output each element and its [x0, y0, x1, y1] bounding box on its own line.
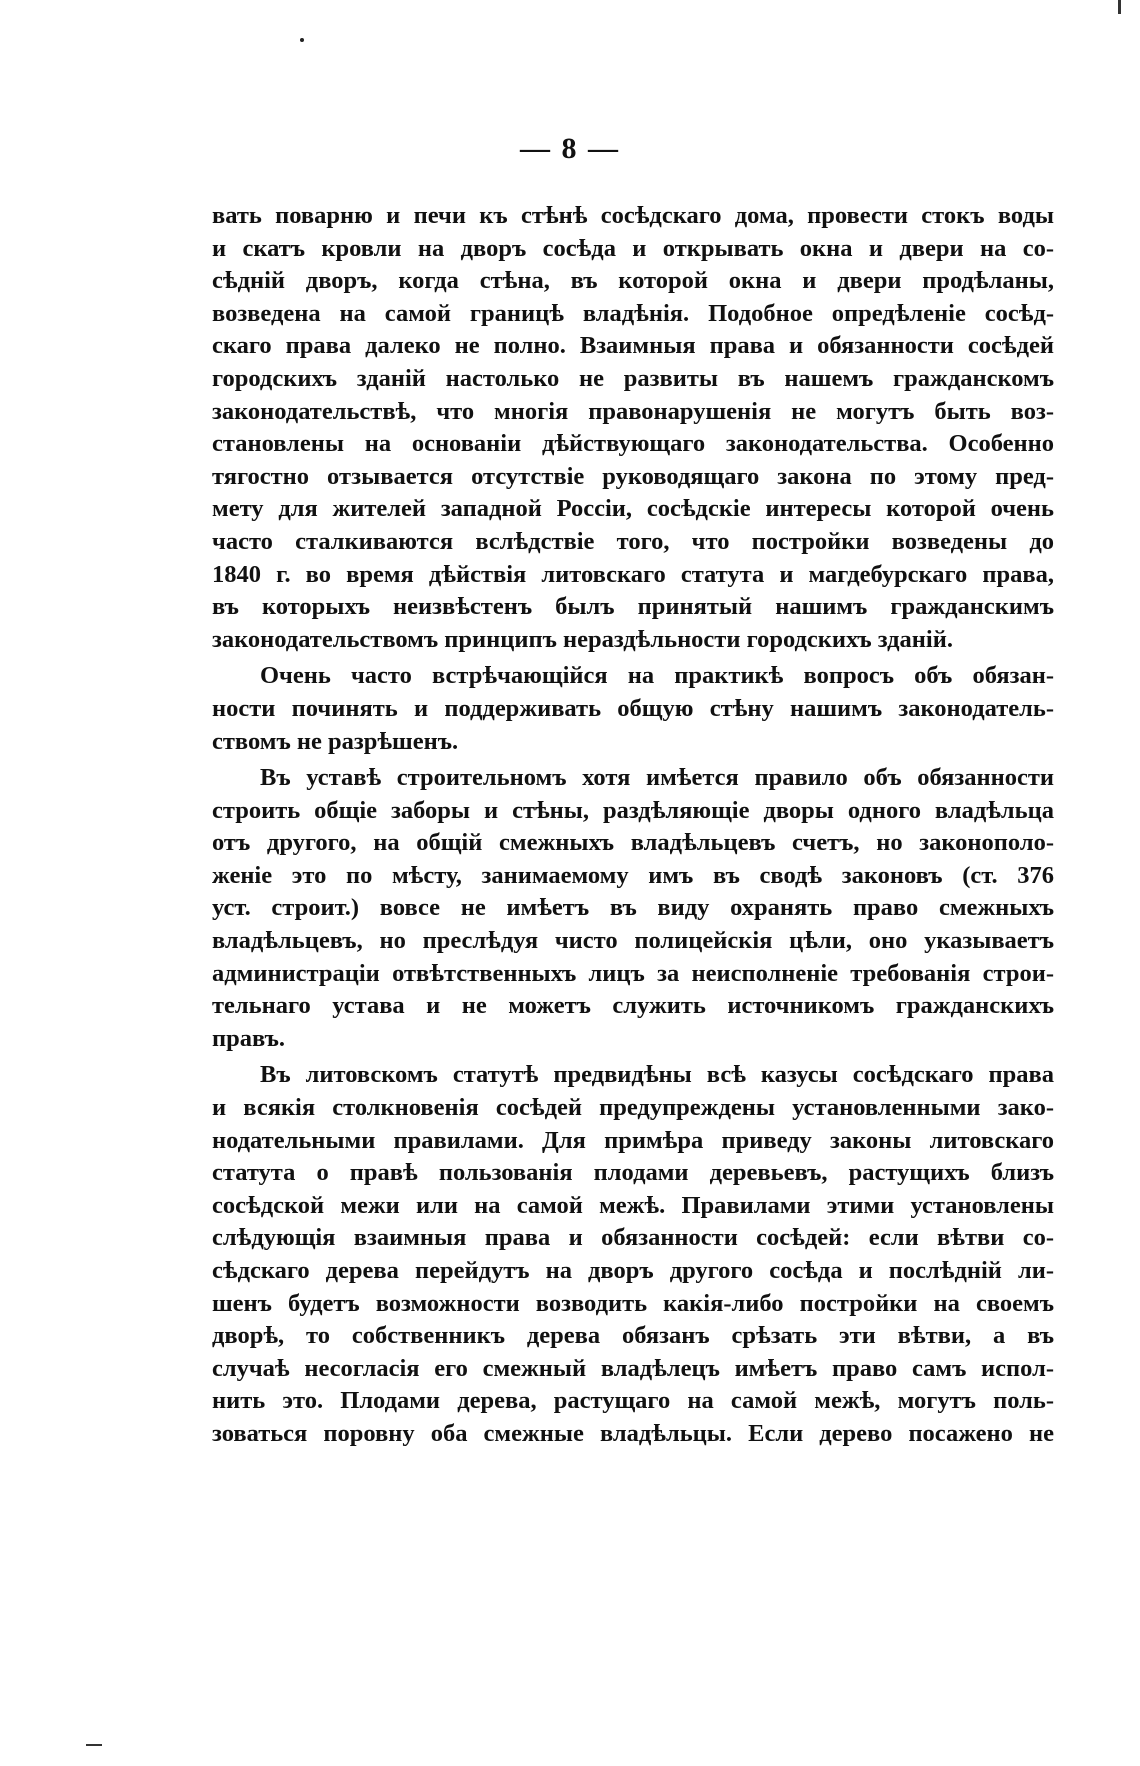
paragraph — [212, 660, 1054, 758]
text-line: женіе это по мѣсту, занимаемому имъ въ сводѣ законовъ (ст. 376 — [212, 861, 1054, 889]
text-line: нить это. Плодами дерева, растущаго на самой межѣ, могутъ поль- — [212, 1387, 1054, 1415]
scan-edge-mark — [86, 1744, 102, 1746]
text-line: Въ литовскомъ статутѣ предвидѣны всѣ казусы сосѣдскаго права — [260, 1061, 1054, 1089]
text-line: администраціи отвѣтственныхъ лицъ за неисполненіе требованія строи- — [212, 959, 1054, 987]
text-line: Очень часто встрѣчающійся на практикѣ вопросъ объ обязан- — [260, 662, 1054, 690]
paragraph — [212, 200, 1054, 656]
text-line: шенъ будетъ возможности возводить какія-либо постройки на своемъ — [212, 1289, 1054, 1317]
text-line: мету для жителей западной Россіи, сосѣдскіе интересы которой очень — [212, 495, 1054, 523]
text-line: тельнаго устава и не можетъ служить источникомъ гражданскихъ — [212, 992, 1054, 1020]
text-line: и всякія столкновенія сосѣдей предупреждены установленными зако- — [212, 1094, 1054, 1122]
text-line: скаго права далеко не полно. Взаимныя права и обязанности сосѣдей — [212, 332, 1054, 360]
text-line: Въ уставѣ строительномъ хотя имѣется правило объ обязанности — [260, 764, 1054, 792]
scan-edge-mark — [1118, 0, 1121, 14]
text-line: случаѣ несогласія его смежный владѣлецъ имѣетъ право самъ испол- — [212, 1354, 1054, 1382]
text-line: слѣдующія взаимныя права и обязанности сосѣдей: если вѣтви со- — [212, 1224, 1054, 1252]
page-number: — 8 — — [520, 132, 620, 165]
paragraph — [212, 1059, 1054, 1450]
scan-speck — [300, 38, 304, 42]
text-line: статута о правѣ пользованія плодами деревьевъ, растущихъ близъ — [212, 1159, 1054, 1187]
text-line: сѣдній дворъ, когда стѣна, въ которой окна и двери продѣланы, — [212, 267, 1054, 295]
text-line: сосѣдской межи или на самой межѣ. Правилами этими установлены — [212, 1191, 1054, 1219]
text-line: правъ. — [212, 1024, 286, 1052]
text-line: сѣдскаго дерева перейдутъ на дворъ другого сосѣда и послѣдній ли- — [212, 1257, 1054, 1284]
text-line: и скатъ кровли на дворъ сосѣда и открывать окна и двери на со- — [212, 234, 1054, 262]
text-line: нодательными правилами. Для примѣра приведу законы литовскаго — [212, 1126, 1054, 1154]
text-line: становлены на основаніи дѣйствующаго законодательства. Особенно — [212, 430, 1054, 458]
text-line: часто сталкиваются вслѣдствіе того, что постройки возведены до — [212, 527, 1054, 555]
text-line: отъ другого, на общій смежныхъ владѣльцевъ счетъ, но законополо- — [212, 829, 1054, 857]
text-line: строить общіе заборы и стѣны, раздѣляющіе дворы одного владѣльца — [212, 796, 1054, 824]
text-line: возведена на самой границѣ владѣнія. Подобное опредѣленіе сосѣд- — [212, 299, 1054, 327]
body-text — [212, 200, 1054, 1451]
text-line: вать поварню и печи къ стѣнѣ сосѣдскаго дома, провести стокъ воды — [212, 202, 1054, 229]
text-line: законодательствѣ, что многія правонарушенія не могутъ быть воз- — [212, 397, 1054, 425]
paragraph — [212, 762, 1054, 1055]
text-line: ствомъ не разрѣшенъ. — [212, 727, 459, 755]
text-line: владѣльцевъ, но преслѣдуя чисто полицейскія цѣли, оно указываетъ — [212, 927, 1054, 955]
text-line: ности починять и поддерживать общую стѣну нашимъ законодатель- — [212, 694, 1054, 722]
text-line: законодательствомъ принципъ нераздѣльности городскихъ зданій. — [212, 625, 953, 653]
text-line: зоваться поровну оба смежные владѣльцы. Если дерево посажено не — [212, 1419, 1054, 1447]
text-line: уст. строит.) вовсе не имѣетъ въ виду охранять право смежныхъ — [212, 894, 1054, 922]
text-line: городскихъ зданій настолько не развиты въ нашемъ гражданскомъ — [212, 364, 1054, 392]
text-line: въ которыхъ неизвѣстенъ былъ принятый нашимъ гражданскимъ — [212, 593, 1054, 621]
text-line: 1840 г. во время дѣйствія литовскаго статута и магдебурскаго права, — [212, 560, 1054, 588]
text-line: тягостно отзывается отсутствіе руководящаго закона по этому пред- — [212, 462, 1054, 490]
text-line: дворѣ, то собственникъ дерева обязанъ срѣзать эти вѣтви, а въ — [212, 1322, 1054, 1350]
